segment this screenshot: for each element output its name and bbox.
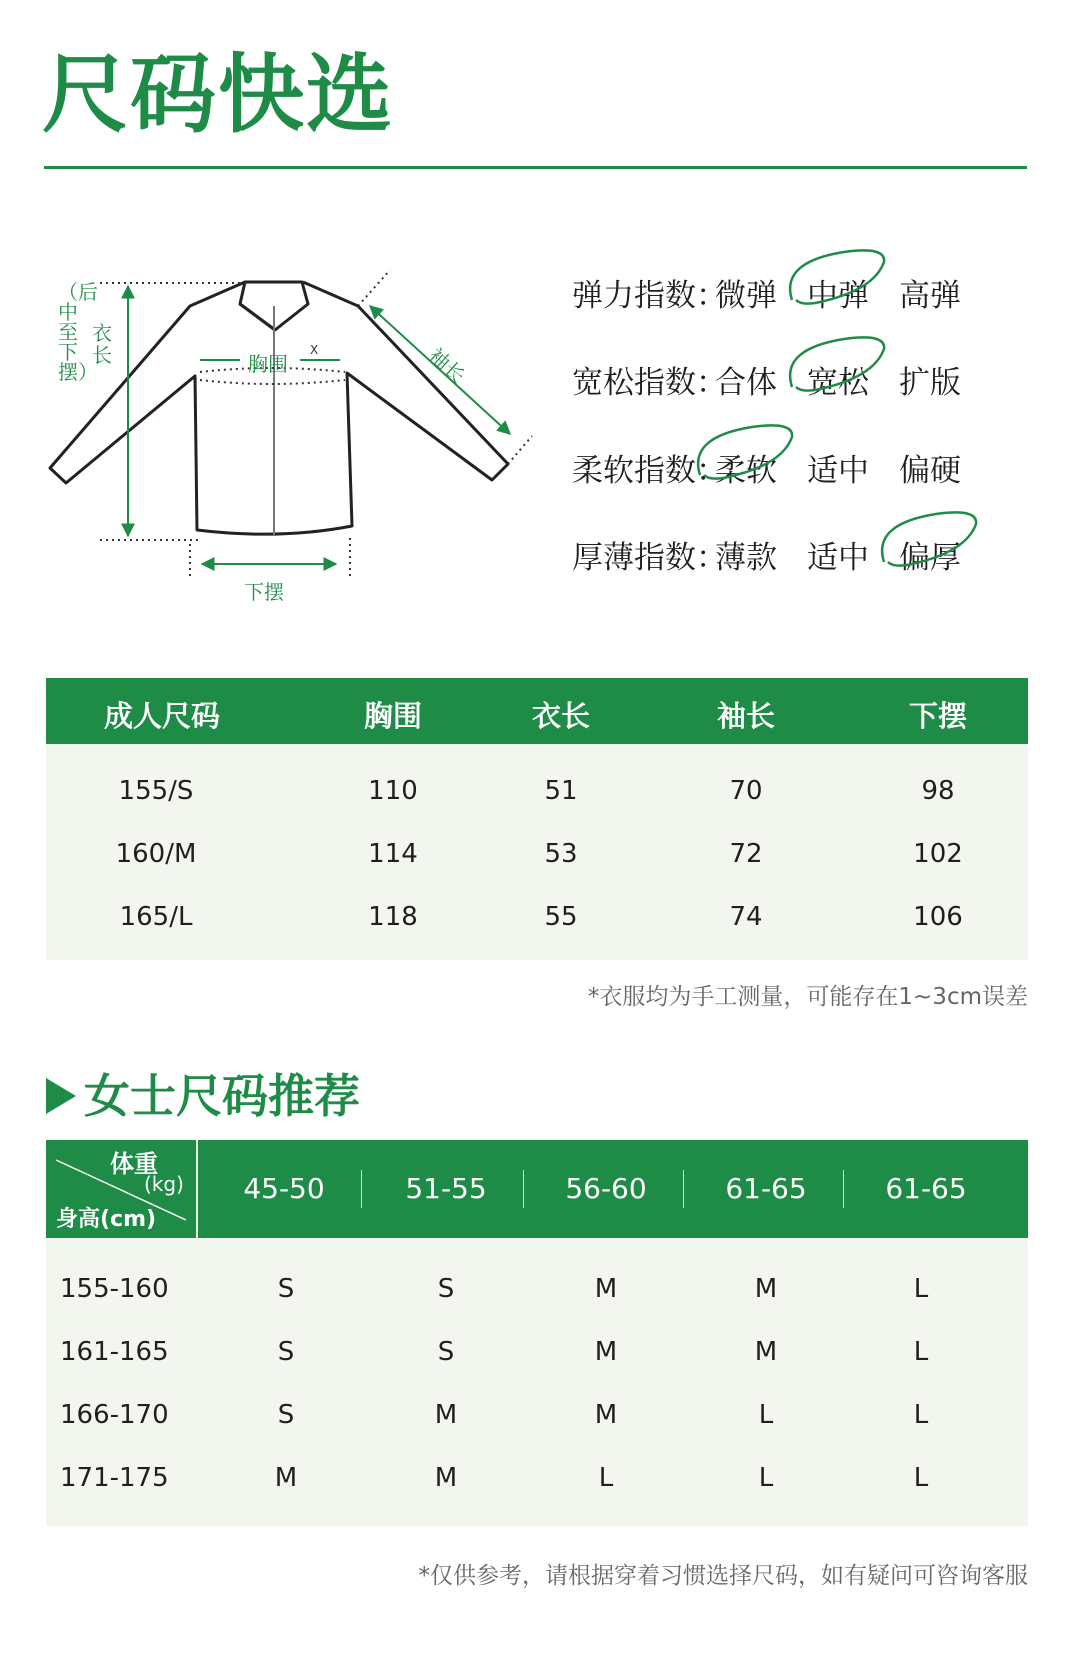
weight-col-header: 51-55 [405, 1172, 487, 1205]
sleeve-label: 袖长 [424, 343, 470, 388]
col-separator [843, 1170, 844, 1208]
property-row [572, 270, 1052, 314]
cell-chest: 118 [368, 902, 418, 932]
size-cell: M [274, 1463, 298, 1493]
cell-hem: 102 [913, 839, 963, 869]
weight-col-header: 56-60 [565, 1172, 647, 1205]
size-cell: L [913, 1337, 929, 1367]
col-separator [361, 1170, 362, 1208]
weight-col-header: 45-50 [243, 1172, 325, 1205]
property-option: 薄款 [715, 540, 777, 576]
size-cell: S [277, 1400, 295, 1430]
weight-col-header: 61-65 [725, 1172, 807, 1205]
size-table [46, 678, 1028, 960]
cell-length: 51 [544, 776, 578, 806]
header-length: 衣长 [531, 699, 590, 733]
corner-weight-unit: (kg) [144, 1172, 184, 1196]
size-cell: S [277, 1337, 295, 1367]
property-option: 扩版 [899, 365, 961, 401]
size-cell: M [754, 1337, 778, 1367]
property-option: 合体 [715, 365, 777, 401]
cell-chest: 110 [368, 776, 418, 806]
size-cell: S [437, 1337, 455, 1367]
property-option: 适中 [807, 540, 869, 576]
recommend-note: *仅供参考，请根据穿着习惯选择尺码，如有疑问可咨询客服 [418, 1563, 1028, 1589]
selected-ellipse-icon [692, 417, 802, 497]
cell-size: 155/S [118, 776, 194, 806]
property-option: 适中 [807, 453, 869, 489]
size-cell: M [434, 1400, 458, 1430]
selected-ellipse-icon [784, 329, 894, 409]
col-separator [683, 1170, 684, 1208]
size-table-body [46, 744, 1028, 960]
cell-length: 55 [544, 902, 578, 932]
size-table-header [46, 678, 1028, 744]
cell-sleeve: 74 [729, 902, 763, 932]
cell-hem: 98 [921, 776, 955, 806]
recommend-table-body [46, 1238, 1028, 1526]
cell-size: 160/M [115, 839, 197, 869]
selected-ellipse-icon [784, 242, 894, 322]
property-option: 微弹 [715, 278, 777, 314]
size-cell: M [434, 1463, 458, 1493]
length-note: （后中至下摆） [58, 280, 98, 384]
property-row [572, 357, 1052, 401]
size-cell: M [594, 1400, 618, 1430]
title-divider [44, 166, 1027, 169]
cell-size: 165/L [119, 902, 193, 932]
cell-hem: 106 [913, 902, 963, 932]
recommend-table-header [46, 1140, 1028, 1238]
height-cell: 166-170 [60, 1400, 169, 1430]
size-cell: S [437, 1274, 455, 1304]
hem-label: 下摆 [244, 580, 284, 604]
measurement-note: *衣服均为手工测量，可能存在1~3cm误差 [587, 984, 1028, 1010]
section-title-text: 女士尺码推荐 [84, 1069, 360, 1123]
header-divider [196, 1140, 198, 1238]
triangle-bullet-icon [46, 1078, 76, 1114]
page-title: 尺码快选 [42, 45, 394, 145]
property-option-selected: 柔软 [715, 453, 777, 489]
size-cell: L [758, 1463, 774, 1493]
chest-label: 胸围 [248, 352, 288, 376]
size-cell: L [598, 1463, 614, 1493]
size-cell: M [594, 1274, 618, 1304]
height-cell: 171-175 [60, 1463, 169, 1493]
property-option-selected: 偏厚 [899, 540, 961, 576]
corner-height-label: 身高(cm) [56, 1207, 157, 1232]
property-row [572, 445, 1052, 489]
property-label: 厚薄指数： [572, 540, 727, 576]
size-cell: L [913, 1274, 929, 1304]
size-cell: L [913, 1400, 929, 1430]
garment-diagram [40, 258, 570, 638]
cell-sleeve: 72 [729, 839, 763, 869]
jacket-outline-icon [40, 258, 570, 638]
height-cell: 161-165 [60, 1337, 169, 1367]
property-option-selected: 宽松 [807, 365, 869, 401]
header-chest: 胸围 [363, 699, 422, 733]
property-option: 偏硬 [899, 453, 961, 489]
size-cell: M [594, 1337, 618, 1367]
cell-sleeve: 70 [729, 776, 763, 806]
cell-chest: 114 [368, 839, 418, 869]
property-option: 高弹 [899, 278, 961, 314]
corner-cell [46, 1140, 196, 1238]
property-label: 宽松指数： [572, 365, 727, 401]
recommend-table [46, 1140, 1028, 1526]
weight-col-header: 61-65 [885, 1172, 967, 1205]
corner-weight-label: 体重 [110, 1150, 158, 1178]
size-cell: L [758, 1400, 774, 1430]
size-cell: L [913, 1463, 929, 1493]
cell-length: 53 [544, 839, 578, 869]
col-separator [523, 1170, 524, 1208]
svg-text:X: X [310, 343, 319, 357]
header-sleeve: 袖长 [716, 699, 775, 733]
header-hem: 下摆 [908, 699, 967, 733]
size-cell: S [277, 1274, 295, 1304]
property-label: 柔软指数： [572, 453, 727, 489]
property-label: 弹力指数： [572, 278, 727, 314]
header-size: 成人尺码 [103, 699, 220, 733]
section-title [46, 1060, 360, 1126]
property-option-selected: 中弹 [807, 278, 869, 314]
height-cell: 155-160 [60, 1274, 169, 1304]
property-row [572, 532, 1052, 576]
length-label: 衣长 [92, 321, 112, 367]
selected-ellipse-icon [876, 504, 986, 584]
size-cell: M [754, 1274, 778, 1304]
